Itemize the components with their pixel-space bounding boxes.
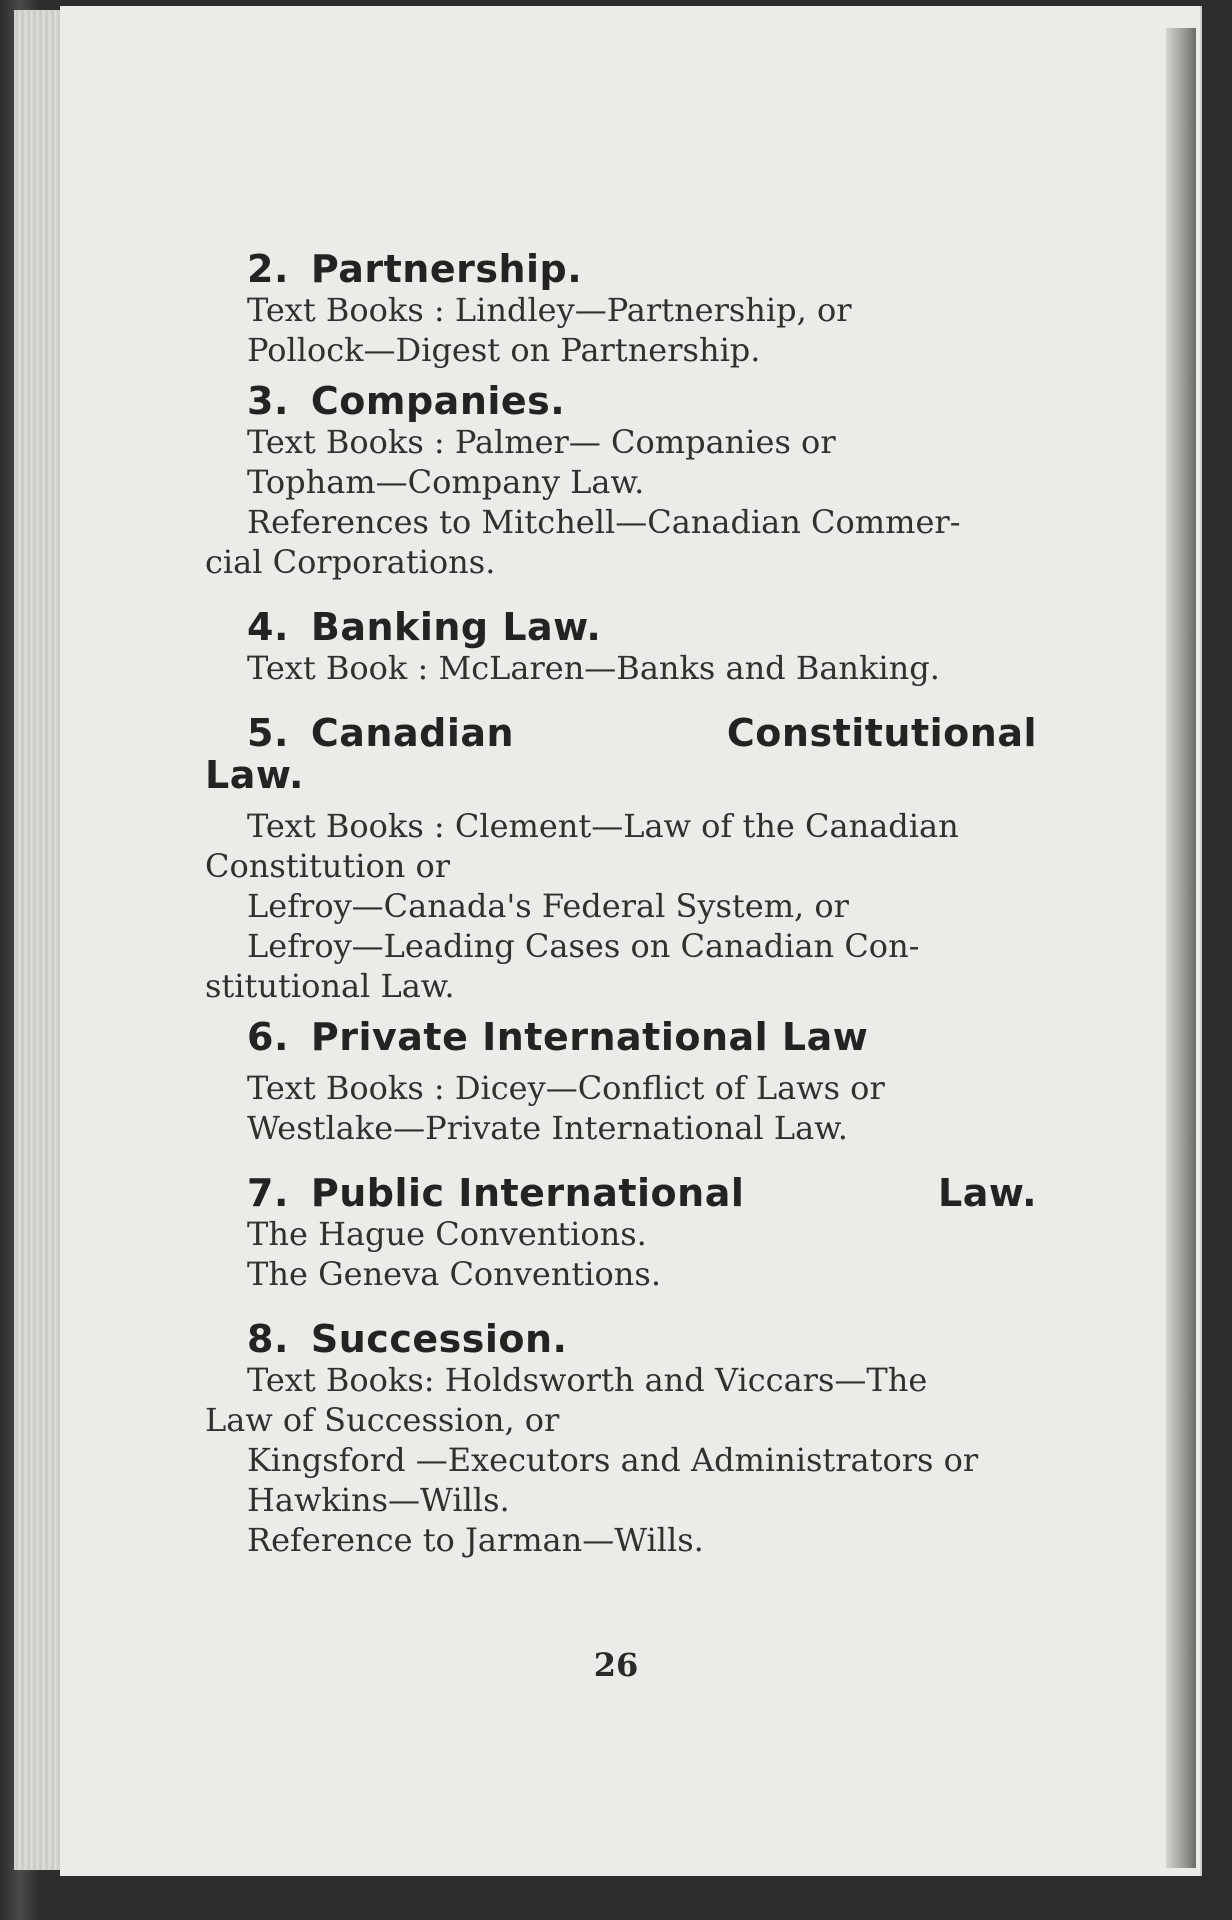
section-canadian-constitutional-law [205,711,1037,1006]
section-number: 4. [247,605,289,649]
section-title: Private International Law [310,1015,869,1059]
text-line: References to Mitchell—Canadian Commer- [247,503,961,541]
text-line: Text Book : McLaren—Banks and Banking. [247,649,940,687]
text-line: The Geneva Conventions. [247,1255,661,1293]
section-heading-continued: Law. [205,753,304,797]
text-line: Kingsford —Executors and Administrators or [247,1441,979,1479]
text-line: stitutional Law. [205,967,455,1005]
text-line: Text Books : Palmer— Companies or [247,423,836,461]
section-heading [247,380,1037,422]
section-title: Companies. [310,379,566,423]
section-title: Canadian [310,711,515,755]
section-number: 7. [247,1171,289,1215]
section-number: 3. [247,379,289,423]
section-succession [205,1317,1037,1560]
text-line: Text Books : Dicey—Conflict of Laws or [247,1069,885,1107]
section-companies [205,379,1037,582]
section-partnership [247,248,1037,370]
section-title: Law. [938,1171,1037,1215]
section-number: 2. [247,247,289,291]
section-title: Partnership. [310,247,583,291]
section-private-international-law [247,1016,1037,1148]
page-gutter-shadow [1166,28,1196,1868]
section-heading [247,248,1037,290]
text-line: Pollock—Digest on Partnership. [247,331,761,369]
section-public-international-law [247,1172,1037,1294]
page-number: 26 [593,1646,639,1684]
section-title: Constitutional [726,711,1037,755]
section-title: Banking Law. [310,605,602,649]
text-line: Constitution or [205,847,451,885]
text-line: cial Corporations. [205,543,496,581]
section-number: 8. [247,1317,289,1361]
page-content [205,247,1037,1560]
text-line: Lefroy—Leading Cases on Canadian Con- [247,927,920,965]
text-line: Text Books : Clement—Law of the Canadian [247,807,959,845]
section-banking-law [247,606,1037,688]
section-title: Public International [310,1171,745,1215]
section-heading [247,1016,1037,1058]
text-line: The Hague Conventions. [247,1215,647,1253]
section-heading [247,1172,1037,1214]
text-line: Text Books : Lindley—Partnership, or [247,291,852,329]
section-title: Succession. [310,1317,568,1361]
text-line: Text Books: Holdsworth and Viccars—The [247,1361,928,1399]
section-heading [247,712,1037,754]
text-line: Hawkins—Wills. [247,1481,510,1519]
section-heading [247,606,1037,648]
text-line: Law of Succession, or [205,1401,560,1439]
section-heading [247,1318,1037,1360]
text-line: Westlake—Private International Law. [247,1109,848,1147]
section-number: 6. [247,1015,289,1059]
text-line: Lefroy—Canada's Federal System, or [247,887,849,925]
text-line: Topham—Company Law. [247,463,645,501]
text-line: Reference to Jarman—Wills. [247,1521,704,1559]
section-number: 5. [247,711,289,755]
